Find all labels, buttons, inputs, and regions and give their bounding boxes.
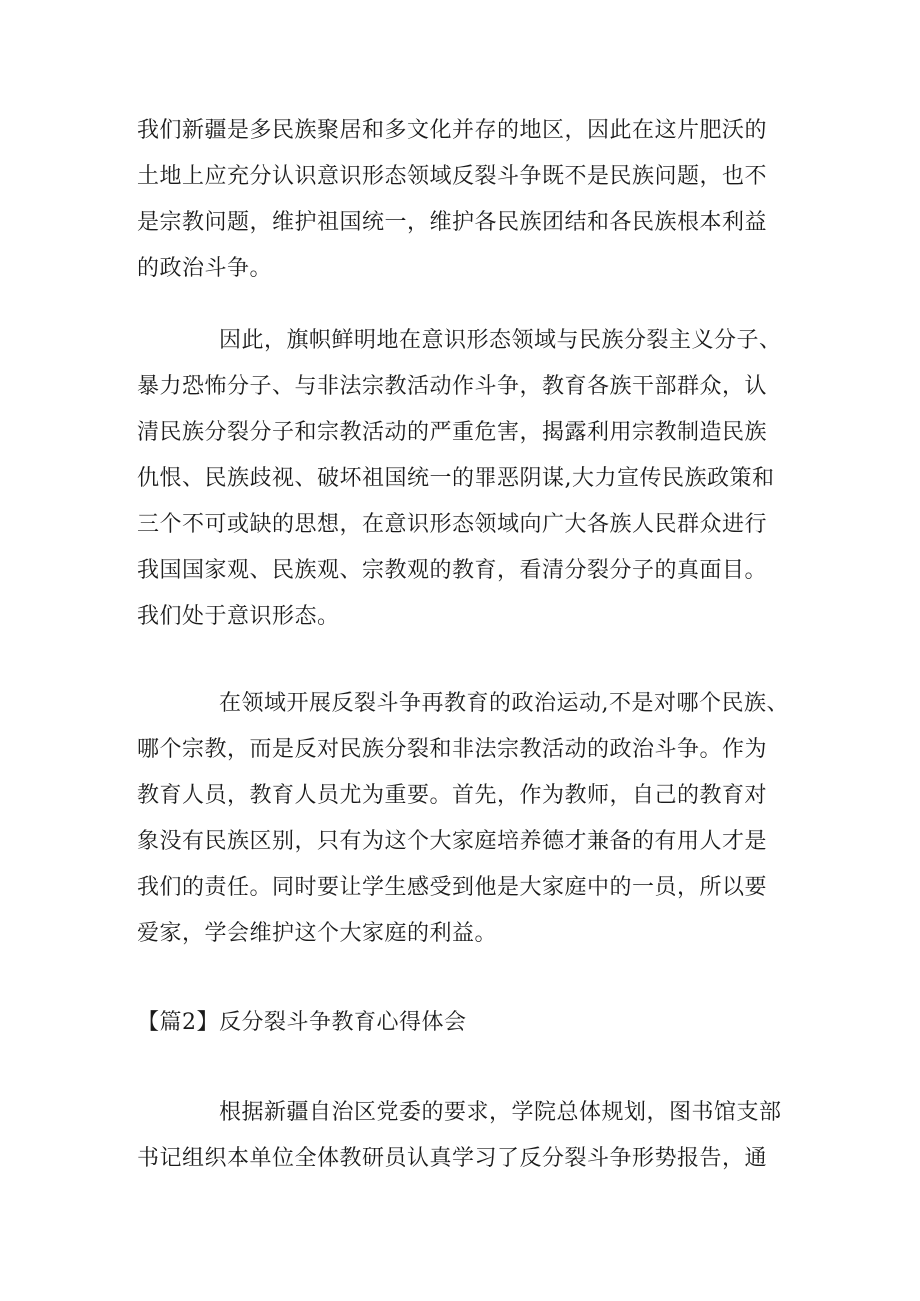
paragraph-line: 我们处于意识形态。	[137, 604, 340, 629]
paragraph-line: 爱家，学会维护这个大家庭的利益。	[137, 921, 498, 946]
paragraph-line: 在领域开展反裂斗争再教育的政治运动,不是对哪个民族、	[219, 691, 789, 716]
paragraph-line: 清民族分裂分子和宗教活动的严重危害，揭露利用宗教制造民族	[137, 420, 768, 445]
paragraph-line: 根据新疆自治区党委的要求，学院总体规划，图书馆支部	[219, 1100, 782, 1125]
paragraph-line: 我国国家观、民族观、宗教观的教育，看清分裂分子的真面目。	[137, 558, 768, 583]
paragraph-1	[137, 108, 797, 292]
paragraph-3	[137, 681, 797, 957]
paragraph-line: 的政治斗争。	[137, 256, 273, 281]
paragraph-line: 因此，旗帜鲜明地在意识形态领域与民族分裂主义分子、	[219, 328, 782, 353]
paragraph-line: 哪个宗教，而是反对民族分裂和非法宗教活动的政治斗争。作为	[137, 737, 768, 762]
paragraph-2	[137, 318, 797, 640]
paragraph-line: 是宗教问题，维护祖国统一，维护各民族团结和各民族根本利益	[137, 210, 768, 235]
section-heading-text: 【篇2】反分裂斗争教育心得体会	[137, 1010, 467, 1035]
paragraph-line: 教育人员，教育人员尤为重要。首先，作为教师，自己的教育对	[137, 783, 768, 808]
section-heading	[137, 1000, 797, 1046]
paragraph-line: 三个不可或缺的思想，在意识形态领域向广大各族人民群众进行	[137, 512, 768, 537]
paragraph-line: 土地上应充分认识意识形态领域反裂斗争既不是民族问题，也不	[137, 164, 768, 189]
paragraph-line: 我们的责任。同时要让学生感受到他是大家庭中的一员，所以要	[137, 875, 768, 900]
paragraph-line: 暴力恐怖分子、与非法宗教活动作斗争，教育各族干部群众，认	[137, 374, 768, 399]
paragraph-line: 仇恨、民族歧视、破坏祖国统一的罪恶阴谋,大力宣传民族政策和	[137, 466, 775, 491]
paragraph-line: 书记组织本单位全体教研员认真学习了反分裂斗争形势报告，通	[137, 1146, 768, 1171]
paragraph-line: 我们新疆是多民族聚居和多文化并存的地区，因此在这片肥沃的	[137, 118, 768, 143]
paragraph-4	[137, 1090, 797, 1182]
paragraph-line: 象没有民族区别，只有为这个大家庭培养德才兼备的有用人才是	[137, 829, 768, 854]
